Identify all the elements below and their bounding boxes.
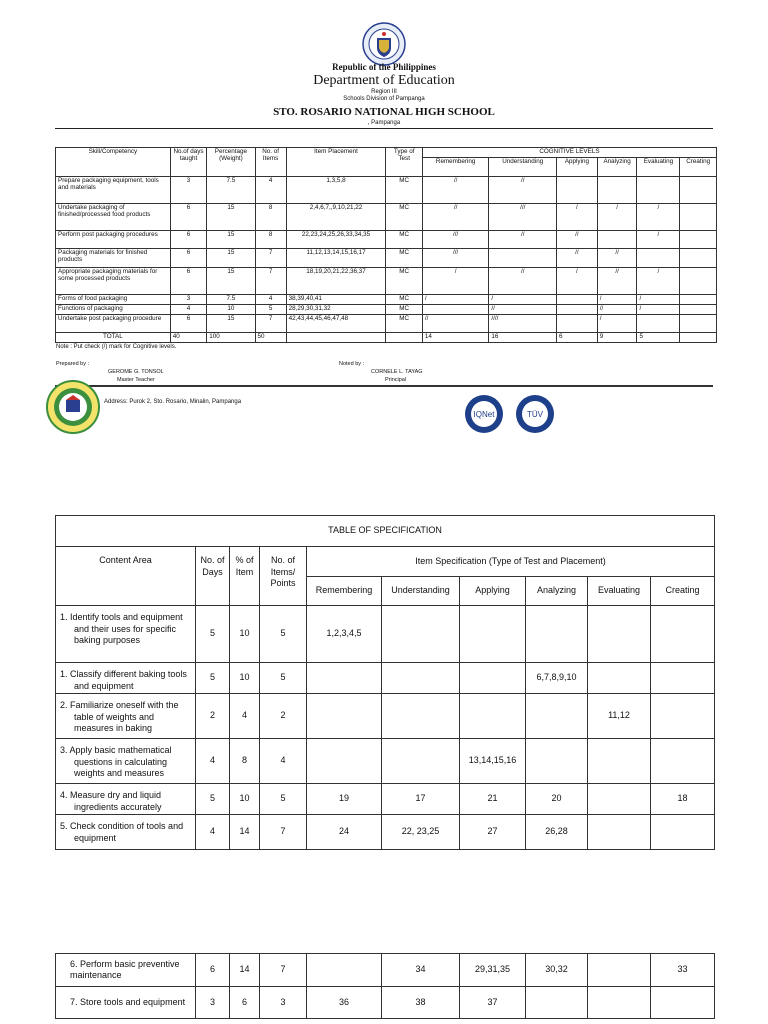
tos-title: TABLE OF SPECIFICATION: [56, 516, 715, 547]
noted-by-label: Noted by :: [339, 361, 365, 367]
pct-cell: 6: [230, 987, 260, 1019]
table-row: [56, 204, 717, 231]
days-cell: 3: [196, 987, 230, 1019]
prepared-by-label: Prepared by :: [56, 361, 90, 367]
placement-cell: 22,23,24,25,26,33,34,35: [286, 231, 386, 249]
total-placement: [286, 333, 386, 343]
items-cell: 7: [260, 815, 307, 850]
header-type: Type of Test: [386, 148, 422, 177]
header-days: No.of days taught: [170, 148, 206, 177]
total-ana: 9: [597, 333, 637, 343]
eva-cell: [637, 177, 680, 204]
content-area-cell: 2. Familiarize oneself with the table of weights and measures in baking: [60, 700, 179, 733]
table-row: [56, 249, 717, 268]
ana-cell: [597, 177, 637, 204]
items-cell: 7: [255, 249, 286, 268]
app-cell: 21: [460, 784, 526, 815]
content-area-cell: 4. Measure dry and liquid ingredients accurately: [60, 790, 162, 812]
type-cell: MC: [386, 305, 422, 315]
skill-cell: Packaging materials for finished products: [56, 249, 171, 268]
und-cell: 38: [382, 987, 460, 1019]
und-cell: //: [489, 305, 557, 315]
eva-cell: 11,12: [588, 694, 651, 739]
eva-cell: [637, 315, 680, 333]
header-level: Understanding: [382, 577, 460, 606]
items-cell: 3: [260, 987, 307, 1019]
header-level: Applying: [557, 158, 598, 177]
ana-cell: /: [597, 204, 637, 231]
cre-cell: [651, 815, 715, 850]
und-cell: [382, 606, 460, 663]
header-items: No. of Items: [255, 148, 286, 177]
days-cell: 6: [170, 268, 206, 295]
tuv-label: TÜV: [527, 410, 543, 419]
placement-cell: 1,3,5,8: [286, 177, 386, 204]
total-und: 16: [489, 333, 557, 343]
header-percentage: Percentage (Weight): [207, 148, 255, 177]
total-label: TOTAL: [56, 333, 171, 343]
header-level: Creating: [680, 158, 717, 177]
app-cell: [557, 305, 598, 315]
header-skill: Skill/Competency: [56, 148, 171, 177]
table-row: [56, 815, 715, 850]
cre-cell: [680, 177, 717, 204]
skill-cell: Undertake post packaging procedure: [56, 315, 171, 333]
ana-cell: [526, 606, 588, 663]
und-cell: 17: [382, 784, 460, 815]
placement-cell: 18,19,20,21,22,36,37: [286, 268, 386, 295]
app-cell: [460, 663, 526, 694]
rem-cell: [307, 954, 382, 987]
rem-cell: [307, 739, 382, 784]
school-name: STO. ROSARIO NATIONAL HIGH SCHOOL: [273, 106, 495, 118]
rem-cell: 36: [307, 987, 382, 1019]
und-cell: //: [489, 268, 557, 295]
header-level: Understanding: [489, 158, 557, 177]
school-seal-logo: [46, 380, 100, 434]
rem-cell: ///: [422, 249, 489, 268]
table-row: [56, 784, 715, 815]
pct-cell: 15: [207, 249, 255, 268]
header-cognitive: COGNITIVE LEVELS: [422, 148, 716, 158]
days-cell: 4: [196, 739, 230, 784]
items-cell: 8: [255, 231, 286, 249]
app-cell: [557, 177, 598, 204]
cre-cell: 18: [651, 784, 715, 815]
rem-cell: /: [422, 268, 489, 295]
type-cell: MC: [386, 315, 422, 333]
placement-cell: 38,39,40,41: [286, 295, 386, 305]
rem-cell: //: [422, 177, 489, 204]
header-level: Analyzing: [526, 577, 588, 606]
eva-cell: [588, 663, 651, 694]
type-cell: MC: [386, 295, 422, 305]
days-cell: 2: [196, 694, 230, 739]
cre-cell: [680, 295, 717, 305]
preparer-title: Master Teacher: [117, 377, 155, 383]
principal-title: Principal: [385, 377, 407, 383]
header-item-spec: Item Specification (Type of Test and Placement): [307, 547, 715, 577]
ana-cell: //: [597, 268, 637, 295]
rem-cell: 24: [307, 815, 382, 850]
type-cell: MC: [386, 177, 422, 204]
rem-cell: /: [422, 295, 489, 305]
placement-cell: 11,12,13,14,15,16,17: [286, 249, 386, 268]
items-cell: 7: [255, 268, 286, 295]
eva-cell: [588, 784, 651, 815]
items-cell: 5: [255, 305, 286, 315]
content-area-cell: 6. Perform basic preventive maintenance: [56, 954, 196, 987]
type-cell: MC: [386, 231, 422, 249]
header-level: Applying: [460, 577, 526, 606]
total-rem: 14: [422, 333, 489, 343]
days-cell: 4: [196, 815, 230, 850]
und-cell: /: [489, 295, 557, 305]
placement-cell: 28,29,30,31,32: [286, 305, 386, 315]
cre-cell: [680, 249, 717, 268]
iqnet-label: IQNet: [473, 410, 495, 419]
items-cell: 4: [260, 739, 307, 784]
rem-cell: [307, 694, 382, 739]
app-cell: //: [557, 249, 598, 268]
skill-cell: Perform post packaging procedures: [56, 231, 171, 249]
note-text: Note : Put check (/) mark for Cognitive levels.: [56, 344, 177, 350]
app-cell: /: [557, 268, 598, 295]
skill-cell: Functions of packaging: [56, 305, 171, 315]
content-area-cell: 3. Apply basic mathematical questions in calculating weights and measures: [60, 745, 172, 778]
table-row: [56, 305, 717, 315]
pct-cell: 15: [207, 204, 255, 231]
und-cell: [382, 663, 460, 694]
deped-seal-logo: [362, 22, 406, 66]
principal-name: CORNELE L. TAYAG: [371, 369, 423, 375]
content-area-cell: 1. Classify different baking tools and equipment: [60, 669, 187, 691]
und-cell: ///: [489, 204, 557, 231]
preparer-name: GEROME G. TONSOL: [108, 369, 164, 375]
header-divider: [55, 128, 713, 129]
region-text: Region III: [371, 89, 397, 95]
und-cell: 34: [382, 954, 460, 987]
eva-cell: /: [637, 295, 680, 305]
school-address: Address: Purok 2, Sto. Rosario, Minalin, Pampanga: [104, 399, 242, 405]
content-area-cell: 1. Identify tools and equipment and their uses for specific baking purposes: [60, 612, 183, 645]
pct-cell: 10: [230, 663, 260, 694]
header-level: Analyzing: [597, 158, 637, 177]
division-text: Schools Division of Pampanga: [343, 96, 425, 102]
pct-cell: 10: [230, 606, 260, 663]
cre-cell: [651, 606, 715, 663]
tuv-certification-logo: [512, 394, 558, 434]
total-pct: 100: [207, 333, 255, 343]
cre-cell: [651, 694, 715, 739]
app-cell: 13,14,15,16: [460, 739, 526, 784]
table-row: [56, 954, 715, 987]
ana-cell: [526, 739, 588, 784]
rem-cell: 19: [307, 784, 382, 815]
pct-cell: 15: [207, 315, 255, 333]
ana-cell: [526, 987, 588, 1019]
app-cell: /: [557, 204, 598, 231]
tos-table-baking: [55, 515, 715, 850]
content-area-cell: 7. Store tools and equipment: [56, 987, 196, 1019]
header-days: No. of Days: [196, 547, 230, 606]
ana-cell: /: [597, 315, 637, 333]
app-cell: [557, 295, 598, 305]
app-cell: 29,31,35: [460, 954, 526, 987]
header-level: Remembering: [422, 158, 489, 177]
header-placement: Item Placement: [286, 148, 386, 177]
placement-cell: 2,4,6,7,,9,10,21,22: [286, 204, 386, 231]
skill-cell: Forms of food packaging: [56, 295, 171, 305]
pct-cell: 7.5: [207, 295, 255, 305]
pct-cell: 10: [207, 305, 255, 315]
und-cell: ////: [489, 315, 557, 333]
cre-cell: [680, 231, 717, 249]
eva-cell: [588, 739, 651, 784]
table-row: [56, 177, 717, 204]
placement-cell: 42,43,44,45,46,47,48: [286, 315, 386, 333]
iqnet-certification-logo: [462, 394, 506, 434]
cre-cell: [651, 663, 715, 694]
und-cell: [382, 739, 460, 784]
eva-cell: [637, 249, 680, 268]
skill-cell: Undertake packaging of finished/processed food products: [56, 204, 171, 231]
ana-cell: //: [597, 249, 637, 268]
header-level: Remembering: [307, 577, 382, 606]
tos-table-packaging: [55, 147, 717, 343]
items-cell: 5: [260, 606, 307, 663]
table-row: [56, 606, 715, 663]
type-cell: MC: [386, 204, 422, 231]
rem-cell: //: [422, 315, 489, 333]
header-level: Evaluating: [637, 158, 680, 177]
ana-cell: 20: [526, 784, 588, 815]
header-pct: % of Item: [230, 547, 260, 606]
days-cell: 3: [170, 295, 206, 305]
eva-cell: /: [637, 231, 680, 249]
eva-cell: [588, 606, 651, 663]
app-cell: 27: [460, 815, 526, 850]
items-cell: 7: [255, 315, 286, 333]
cre-cell: [651, 739, 715, 784]
items-cell: 2: [260, 694, 307, 739]
pct-cell: 4: [230, 694, 260, 739]
pct-cell: 15: [207, 231, 255, 249]
eva-cell: /: [637, 268, 680, 295]
und-cell: 22, 23,25: [382, 815, 460, 850]
eva-cell: [588, 987, 651, 1019]
skill-cell: Appropriate packaging materials for some processed products: [56, 268, 171, 295]
total-row: [56, 333, 717, 343]
cre-cell: 33: [651, 954, 715, 987]
eva-cell: [588, 954, 651, 987]
days-cell: 6: [170, 231, 206, 249]
school-location: , Pampanga: [367, 120, 401, 126]
table-row: [56, 295, 717, 305]
header-content-area: Content Area: [56, 547, 196, 606]
ana-cell: /: [597, 295, 637, 305]
days-cell: 3: [170, 177, 206, 204]
cre-cell: [680, 305, 717, 315]
ana-cell: 26,28: [526, 815, 588, 850]
footer-divider: [55, 385, 713, 387]
content-area-cell: 5. Check condition of tools and equipment: [60, 821, 184, 843]
rem-cell: ///: [422, 231, 489, 249]
days-cell: 6: [170, 315, 206, 333]
app-cell: 37: [460, 987, 526, 1019]
days-cell: 5: [196, 606, 230, 663]
table-row: [56, 987, 715, 1019]
rem-cell: //: [422, 204, 489, 231]
header-level: Creating: [651, 577, 715, 606]
cre-cell: [651, 987, 715, 1019]
ana-cell: [526, 694, 588, 739]
total-app: 6: [557, 333, 598, 343]
ana-cell: 6,7,8,9,10: [526, 663, 588, 694]
und-cell: //: [489, 231, 557, 249]
app-cell: [557, 315, 598, 333]
tos-table-baking-continued: [55, 953, 715, 1019]
table-row: [56, 739, 715, 784]
total-items: 50: [255, 333, 286, 343]
app-cell: [460, 606, 526, 663]
pct-cell: 14: [230, 815, 260, 850]
cre-cell: [680, 268, 717, 295]
days-cell: 6: [170, 249, 206, 268]
days-cell: 5: [196, 663, 230, 694]
table-row: [56, 268, 717, 295]
pct-cell: 14: [230, 954, 260, 987]
table-row: [56, 231, 717, 249]
type-cell: MC: [386, 268, 422, 295]
ana-cell: [597, 231, 637, 249]
days-cell: 4: [170, 305, 206, 315]
items-cell: 4: [255, 295, 286, 305]
eva-cell: /: [637, 204, 680, 231]
ana-cell: //: [597, 305, 637, 315]
und-cell: //: [489, 177, 557, 204]
und-cell: [489, 249, 557, 268]
items-cell: 5: [260, 663, 307, 694]
app-cell: [460, 694, 526, 739]
table-row: [56, 315, 717, 333]
items-cell: 8: [255, 204, 286, 231]
skill-cell: Prepare packaging equipment, tools and materials: [56, 177, 171, 204]
header-level: Evaluating: [588, 577, 651, 606]
table-row: [56, 694, 715, 739]
eva-cell: [588, 815, 651, 850]
cre-cell: [680, 204, 717, 231]
days-cell: 6: [196, 954, 230, 987]
rem-cell: [307, 663, 382, 694]
rem-cell: [422, 305, 489, 315]
days-cell: 6: [170, 204, 206, 231]
total-days: 40: [170, 333, 206, 343]
department-heading: Department of Education: [313, 73, 455, 88]
days-cell: 5: [196, 784, 230, 815]
pct-cell: 7.5: [207, 177, 255, 204]
total-eva: 5: [637, 333, 680, 343]
items-cell: 7: [260, 954, 307, 987]
eva-cell: /: [637, 305, 680, 315]
items-cell: 4: [255, 177, 286, 204]
pct-cell: 10: [230, 784, 260, 815]
cre-cell: [680, 315, 717, 333]
table-row: [56, 663, 715, 694]
header-items: No. of Items/ Points: [260, 547, 307, 606]
republic-heading: Republic of the Philippines: [332, 62, 436, 72]
rem-cell: 1,2,3,4,5: [307, 606, 382, 663]
total-cre: [680, 333, 717, 343]
items-cell: 5: [260, 784, 307, 815]
und-cell: [382, 694, 460, 739]
app-cell: //: [557, 231, 598, 249]
type-cell: MC: [386, 249, 422, 268]
pct-cell: 15: [207, 268, 255, 295]
pct-cell: 8: [230, 739, 260, 784]
ana-cell: 30,32: [526, 954, 588, 987]
total-type: [386, 333, 422, 343]
